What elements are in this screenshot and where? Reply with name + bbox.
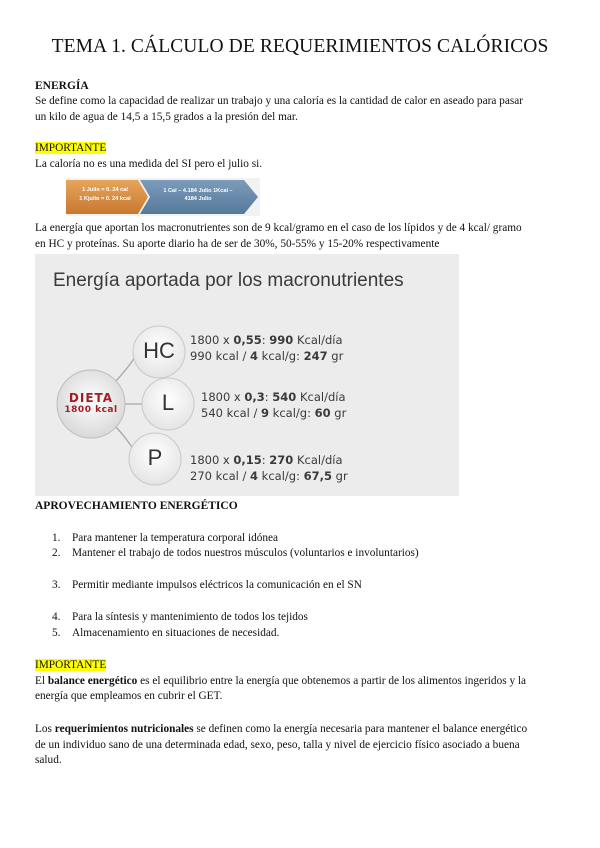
list-item: 5. Almacenamiento en situaciones de necesidad. — [52, 627, 280, 639]
importante-label: IMPORTANTE — [35, 142, 107, 154]
macronutrientes-paragraph — [35, 221, 565, 252]
req-line-3: salud. — [35, 754, 62, 766]
req-line-1: Los requerimientos nutricionales se definen como la energía necesaria para mantener el balance energético — [35, 723, 528, 735]
figure-title: Energía aportada por los macronutrientes — [53, 270, 404, 291]
banner-left-line-1: 1 Julio = 0. 24 cal — [82, 187, 128, 193]
banner-right-line-1: 1 Cal – 4.184 Julio 1Kcal – — [163, 188, 233, 194]
energia-line-2: un kilo de agua de 14,5 a 15,5 grados a la presión del mar. — [35, 110, 298, 123]
energia-heading: ENERGÍA — [35, 80, 89, 92]
aprovechamiento-heading: APROVECHAMIENTO ENERGÉTICO — [35, 500, 238, 512]
list-item: 2. Mantener el trabajo de todos nuestros músculos (voluntarios e involuntarios) — [52, 547, 419, 559]
unit-conversion-banner — [66, 178, 260, 216]
importante-block-1 — [35, 141, 565, 172]
energia-paragraph — [35, 94, 565, 125]
p-calc: 1800 x 0,15: 270 Kcal/día 270 kcal / 4 kcal/g: 67,5 gr — [190, 453, 348, 483]
balance-line-2: energía que empleamos en cubrir el GET. — [35, 690, 223, 702]
macro-line-1: La energía que aportan los macronutrientes son de 9 kcal/gramo en el caso de los lípidos y de 4 kcal/ gramo — [35, 222, 522, 234]
req-line-2: de un individuo sano de una determinada edad, sexo, peso, talla y nivel de ejercicio físico asociado a buena — [35, 738, 520, 751]
list-item: 3. Permitir mediante impulsos eléctricos la comunicación en el SN — [52, 579, 362, 591]
dieta-kcal: 1800 kcal — [64, 405, 118, 415]
hc-calc: 1800 x 0,55: 990 Kcal/día 990 kcal / 4 kcal/g: 247 gr — [190, 333, 344, 363]
banner-right-line-2: 4184 Julio — [184, 196, 212, 202]
p-label: P — [147, 445, 163, 470]
macronutrientes-figure — [35, 254, 459, 496]
importante-label-2: IMPORTANTE — [35, 659, 107, 671]
list-item: 4. Para la síntesis y mantenimiento de todos los tejidos — [52, 611, 308, 623]
l-calc: 1800 x 0,3: 540 Kcal/día 540 kcal / 9 kcal/g: 60 gr — [201, 390, 347, 420]
dieta-label: DIETA — [68, 391, 114, 405]
l-label: L — [161, 390, 175, 415]
page-title: TEMA 1. CÁLCULO DE REQUERIMIENTOS CALÓRICOS — [51, 36, 549, 57]
hc-label: HC — [143, 338, 175, 363]
importante-block-2 — [35, 658, 565, 705]
banner-left-line-2: 1 Kjulio = 0. 24 kcal — [79, 196, 131, 202]
list-item: 1. Para mantener la temperatura corporal idónea — [52, 532, 279, 544]
importante-text: La caloría no es una medida del SI pero el julio si. — [35, 157, 263, 170]
macro-line-2: en HC y proteínas. Su aporte diario ha de ser de 30%, 50-55% y 15-20% respectivamente — [35, 237, 440, 250]
requerimientos-paragraph — [35, 722, 565, 769]
balance-line-1: El balance energético es el equilibrio entre la energía que obtenemos a partir de los alimentos ingeridos y la — [35, 674, 527, 687]
energia-line-1: Se define como la capacidad de realizar un trabajo y una caloría es la cantidad de calor en aseado para pasar — [35, 95, 524, 107]
